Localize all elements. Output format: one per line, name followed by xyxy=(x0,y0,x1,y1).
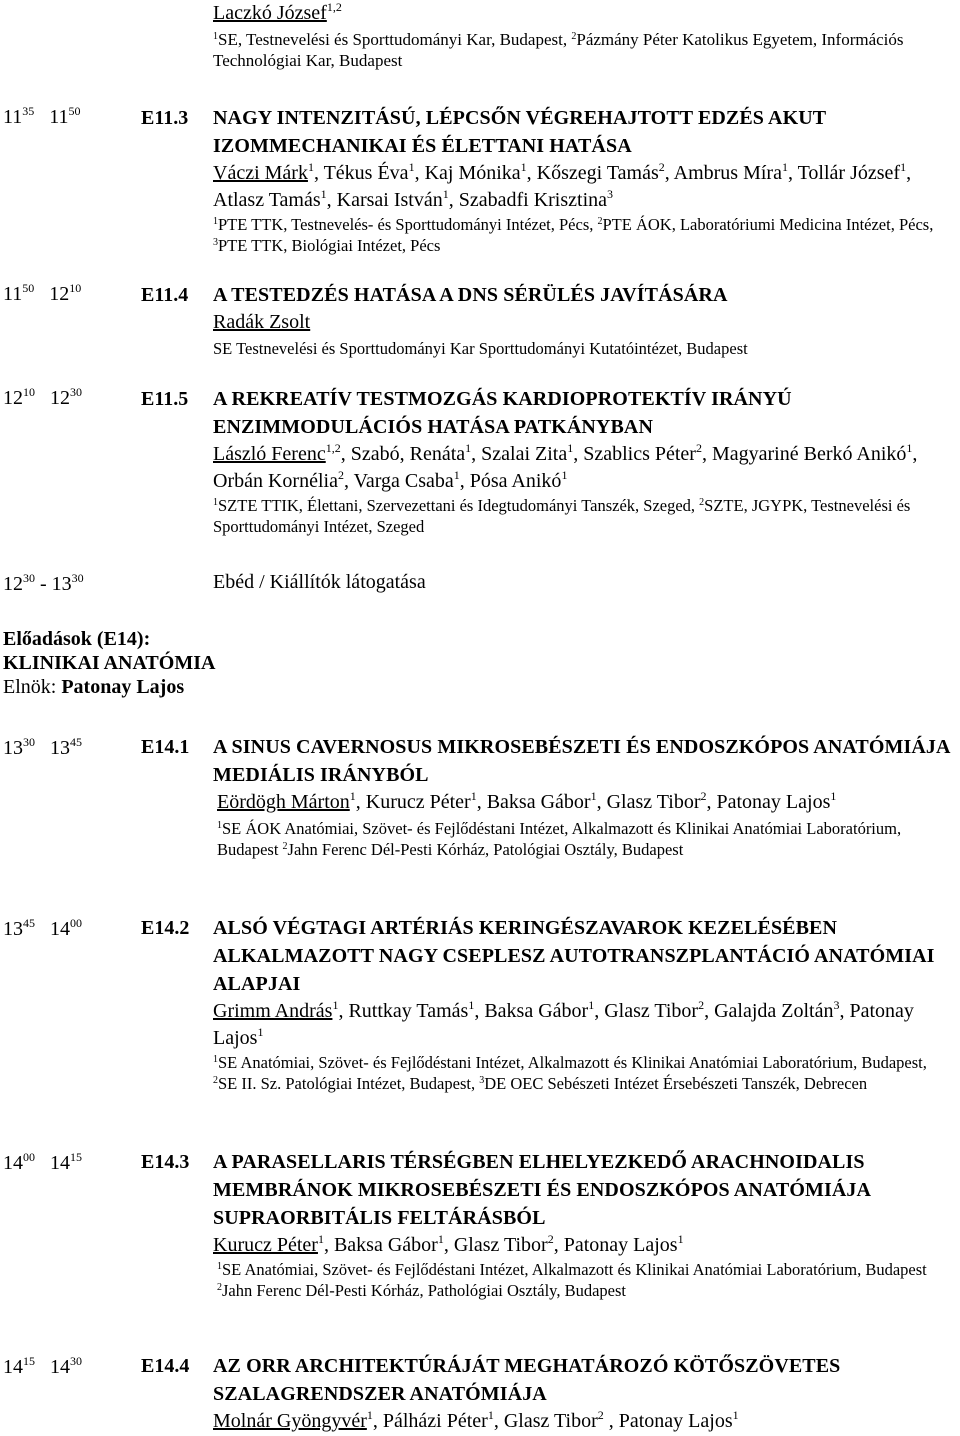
session-line: Előadások (E14): xyxy=(3,628,151,650)
author: , Patonay Lajos xyxy=(213,1000,914,1049)
sup: 1 xyxy=(317,1232,324,1246)
time-start: 14 xyxy=(3,1152,23,1174)
aff-text: DE OEC Sebészeti Intézet Érsebészeti Tanszék, Debrecen xyxy=(484,1074,868,1093)
sup: 1 xyxy=(408,160,415,174)
sup: 3 xyxy=(833,998,840,1012)
time-sep: - xyxy=(35,573,52,595)
sup: 2 xyxy=(597,1408,604,1422)
sup: 2 xyxy=(571,31,577,42)
talk-affiliation xyxy=(213,214,954,256)
time-start: 11 xyxy=(3,283,23,305)
aff-text: SE ÁOK Anatómiai, Szövet- és Fejlődéstani Intézet, Alkalmazott és Klinikai Anatómiai Laboratórium, Budapest xyxy=(217,819,902,859)
aff-text: Jahn Ferenc Dél-Pesti Kórház, Patológiai Osztály, Budapest xyxy=(287,840,684,859)
chair-label: Elnök: xyxy=(3,676,62,698)
talk-title: A TESTEDZÉS HATÁSA A DNS SÉRÜLÉS JAVÍTÁSÁRA xyxy=(213,284,728,306)
time-end: 13 xyxy=(50,737,70,759)
sup: 3 xyxy=(607,187,614,201)
author: , Kőszegi Tamás xyxy=(526,162,659,184)
chair-name: Patonay Lajos xyxy=(61,676,185,698)
sup: 1 xyxy=(677,1232,684,1246)
author: , Patonay Lajos xyxy=(706,791,831,813)
time-end: 12 xyxy=(49,283,70,305)
sup: 1 xyxy=(442,187,449,201)
sup: 1 xyxy=(213,497,218,508)
sup: 1 xyxy=(349,789,356,803)
time-slot xyxy=(3,1356,82,1378)
presenting-author: Eördögh Márton xyxy=(217,791,350,813)
author: , Galajda Zoltán xyxy=(704,1000,834,1022)
sup: 1 xyxy=(217,820,222,831)
sup: 3 xyxy=(213,237,218,248)
talk-authors xyxy=(213,1408,954,1435)
talk-affiliation xyxy=(213,1052,954,1094)
sup: 45 xyxy=(70,735,82,749)
presenting-author: Grimm András xyxy=(213,1000,333,1022)
author: , Patonay Lajos xyxy=(553,1234,678,1256)
sup: 00 xyxy=(23,1150,35,1164)
sup: 00 xyxy=(70,916,82,930)
sup: 1 xyxy=(732,1408,739,1422)
author: , Tékus Éva xyxy=(313,162,409,184)
author: , Glasz Tibor xyxy=(443,1234,548,1256)
author: , Pósa Anikó xyxy=(459,470,562,492)
sup: 1 xyxy=(453,468,460,482)
sup: 1 xyxy=(906,441,913,455)
session-header xyxy=(3,627,215,699)
author: , Magyariné Berkó Anikó xyxy=(701,443,907,465)
header-author: Laczkó József xyxy=(213,2,327,24)
talk-code: E14.4 xyxy=(141,1355,190,1377)
talk-title: NAGY INTENZITÁSÚ, LÉPCSŐN VÉGREHAJTOTT EDZÉS AKUT IZOMMECHANIKAI ÉS ÉLETTANI HATÁSA xyxy=(213,107,826,157)
sup: 2 xyxy=(217,1282,222,1293)
aff-text: SE Anatómiai, Szövet- és Fejlődéstani Intézet, Alkalmazott és Klinikai Anatómiai Laboratórium, Budapest xyxy=(222,1260,927,1279)
author: , Baksa Gábor xyxy=(476,791,591,813)
presenting-author: Radák Zsolt xyxy=(213,311,311,333)
author: , Szalai Zita xyxy=(471,443,568,465)
talk-title: AZ ORR ARCHITEKTÚRÁJÁT MEGHATÁROZÓ KÖTŐSZÖVETES SZALAGRENDSZER ANATÓMIÁJA xyxy=(213,1355,841,1405)
time-slot xyxy=(3,737,82,759)
talk-code: E14.3 xyxy=(141,1151,190,1173)
sup: 1 xyxy=(257,1025,264,1039)
time-end: 14 xyxy=(50,918,70,940)
time-end: 14 xyxy=(50,1152,70,1174)
talk-e11-5 xyxy=(213,385,954,537)
time-end: 14 xyxy=(50,1356,70,1378)
talk-e14-2 xyxy=(213,914,954,1094)
author: , Baksa Gábor xyxy=(474,1000,589,1022)
sup: 30 xyxy=(70,1354,82,1368)
author: , Tollár József xyxy=(787,162,901,184)
time-start: 14 xyxy=(3,1356,23,1378)
talk-e14-1 xyxy=(213,733,954,860)
aff-text: Pázmány Péter Katolikus Egyetem, Információs Technológiai Kar, Budapest xyxy=(213,30,904,70)
talk-authors xyxy=(213,998,954,1052)
sup: 1 xyxy=(437,1232,444,1246)
sup: 15 xyxy=(23,1354,35,1368)
sup: 1 xyxy=(900,160,907,174)
time-slot xyxy=(3,1152,82,1174)
aff-text: PTE TTK, Testnevelés- és Sporttudományi Intézet, Pécs, xyxy=(218,215,598,234)
lunch-break xyxy=(213,569,954,596)
sup: 1 xyxy=(588,998,595,1012)
talk-title: ALSÓ VÉGTAGI ARTÉRIÁS KERINGÉSZAVAROK KEZELÉSÉBEN ALKALMAZOTT NAGY CSEPLESZ AUTOTRANSZPLANTÁCIÓ ANATÓMIAI ALAPJAI xyxy=(213,917,935,995)
time-slot xyxy=(3,918,82,940)
sup: 1,2 xyxy=(326,0,342,14)
sup: 2 xyxy=(213,1075,218,1086)
time-end: 12 xyxy=(50,387,70,409)
author: , Glasz Tibor xyxy=(594,1000,699,1022)
sup: 35 xyxy=(22,104,35,118)
talk-code: E11.4 xyxy=(141,284,189,306)
time-slot xyxy=(3,387,82,409)
aff-text: PTE TTK, Biológiai Intézet, Pécs xyxy=(218,236,441,255)
sup: 1 xyxy=(561,468,568,482)
talk-code: E14.1 xyxy=(141,736,190,758)
sup: 15 xyxy=(70,1150,82,1164)
author: , Karsai István xyxy=(326,189,443,211)
sup: 30 xyxy=(70,385,82,399)
header-block xyxy=(213,0,954,71)
talk-authors xyxy=(213,160,954,214)
talk-code: E14.2 xyxy=(141,917,190,939)
talk-authors xyxy=(213,441,954,495)
sup: 1 xyxy=(830,789,837,803)
sup: 2 xyxy=(597,216,603,227)
sup: 1 xyxy=(213,1054,218,1065)
author: , Orbán Kornélia xyxy=(213,443,918,492)
time-slot xyxy=(3,283,81,305)
sup: 2 xyxy=(547,1232,554,1246)
author: , Szabadfi Krisztina xyxy=(448,189,608,211)
aff-text: SE II. Sz. Patológiai Intézet, Budapest, xyxy=(218,1074,480,1093)
sup: 10 xyxy=(23,385,35,399)
presenting-author: László Ferenc xyxy=(213,443,326,465)
presenting-author: Váczi Márk xyxy=(213,162,308,184)
author: , Ruttkay Tamás xyxy=(338,1000,469,1022)
author: , Kurucz Péter xyxy=(355,791,471,813)
talk-e11-3 xyxy=(213,104,954,256)
aff-text: SZTE, JGYPK, Testnevelési és Sporttudományi Intézet, Szeged xyxy=(213,496,911,536)
time-end: 13 xyxy=(51,573,72,595)
talk-authors xyxy=(217,789,954,816)
sup: 1 xyxy=(332,998,339,1012)
author: , Patonay Lajos xyxy=(603,1410,733,1432)
author: , Glasz Tibor xyxy=(596,791,701,813)
talk-authors xyxy=(213,309,954,336)
talk-code: E11.3 xyxy=(141,107,189,129)
talk-title: A PARASELLARIS TÉRSÉGBEN ELHELYEZKEDŐ ARACHNOIDALIS MEMBRÁNOK MIKROSEBÉSZETI ÉS ENDOSZKÓPOS ANATÓMIÁJA SUPRAORBITÁLIS FELTÁRÁSBÓL xyxy=(213,1151,870,1229)
aff-text: PTE ÁOK, Laboratóriumi Medicina Intézet, Pécs, xyxy=(602,215,934,234)
sup: 1 xyxy=(520,160,527,174)
sup: 1 xyxy=(217,1261,222,1272)
sup: 1 xyxy=(567,441,574,455)
sup: 30 xyxy=(23,571,35,585)
author: , Varga Csaba xyxy=(343,470,454,492)
aff-text: SZTE TTIK, Élettani, Szervezettani és Idegtudományi Tanszék, Szeged, xyxy=(218,496,700,515)
time-start: 12 xyxy=(3,387,23,409)
time-start: 13 xyxy=(3,918,23,940)
talk-affiliation xyxy=(217,1259,954,1301)
presenting-author: Molnár Gyöngyvér xyxy=(213,1410,367,1432)
author: , Pálházi Péter xyxy=(372,1410,488,1432)
sup: 2 xyxy=(698,998,705,1012)
author: , Szablics Péter xyxy=(573,443,696,465)
talk-e11-4 xyxy=(213,281,954,359)
sup: 1 xyxy=(307,160,314,174)
talk-title: A REKREATÍV TESTMOZGÁS KARDIOPROTEKTÍV IRÁNYÚ ENZIMMODULÁCIÓS HATÁSA PATKÁNYBAN xyxy=(213,388,792,438)
sup: 2 xyxy=(695,441,702,455)
sup: 1 xyxy=(465,441,472,455)
sup: 1 xyxy=(320,187,327,201)
talk-e14-4 xyxy=(213,1352,954,1435)
sup: 1 xyxy=(487,1408,494,1422)
sup: 2 xyxy=(337,468,344,482)
talk-affiliation: SE Testnevelési és Sporttudományi Kar Sporttudományi Kutatóintézet, Budapest xyxy=(213,339,748,358)
talk-affiliation xyxy=(217,818,954,860)
sup: 1 xyxy=(468,998,475,1012)
aff-text: SE, Testnevelési és Sporttudományi Kar, Budapest, xyxy=(218,30,572,49)
author: , Atlasz Tamás xyxy=(213,162,912,211)
sup: 1 xyxy=(213,31,218,42)
sup: 1 xyxy=(213,216,218,227)
sup: 2 xyxy=(699,497,705,508)
sup: 2 xyxy=(658,160,665,174)
time-slot xyxy=(3,106,81,128)
talk-code: E11.5 xyxy=(141,388,189,410)
sup: 30 xyxy=(23,735,35,749)
presenting-author: Kurucz Péter xyxy=(213,1234,318,1256)
sup: 1 xyxy=(470,789,477,803)
sup: 1,2 xyxy=(325,441,341,455)
sup: 3 xyxy=(479,1075,485,1086)
lunch-label: Ebéd / Kiállítók látogatása xyxy=(213,571,426,593)
time-start: 12 xyxy=(3,573,23,595)
time-start: 11 xyxy=(3,106,23,128)
author: , Glasz Tibor xyxy=(493,1410,598,1432)
talk-authors xyxy=(213,1232,954,1259)
author: , Kaj Mónika xyxy=(414,162,521,184)
talk-affiliation xyxy=(213,495,954,537)
sup: 50 xyxy=(22,281,35,295)
sup: 45 xyxy=(23,916,35,930)
sup: 1 xyxy=(366,1408,373,1422)
talk-title: A SINUS CAVERNOSUS MIKROSEBÉSZETI ÉS ENDOSZKÓPOS ANATÓMIÁJA MEDIÁLIS IRÁNYBÓL xyxy=(213,736,950,786)
sup: 1 xyxy=(590,789,597,803)
sup: 10 xyxy=(69,281,82,295)
sup: 2 xyxy=(282,841,288,852)
session-title: KLINIKAI ANATÓMIA xyxy=(3,652,216,674)
time-slot xyxy=(3,573,84,595)
author: , Szabó, Renáta xyxy=(340,443,466,465)
author: , Ambrus Míra xyxy=(664,162,782,184)
time-end: 11 xyxy=(49,106,69,128)
aff-text: SE Anatómiai, Szövet- és Fejlődéstani Intézet, Alkalmazott és Klinikai Anatómiai Laboratórium, Budapest, xyxy=(218,1053,927,1072)
sup: 1 xyxy=(781,160,788,174)
aff-text: Jahn Ferenc Dél-Pesti Kórház, Pathológiai Osztály, Budapest xyxy=(222,1281,627,1300)
talk-e14-3 xyxy=(213,1148,954,1301)
author: , Baksa Gábor xyxy=(323,1234,438,1256)
sup: 50 xyxy=(68,104,81,118)
sup: 30 xyxy=(71,571,84,585)
time-start: 13 xyxy=(3,737,23,759)
sup: 2 xyxy=(700,789,707,803)
